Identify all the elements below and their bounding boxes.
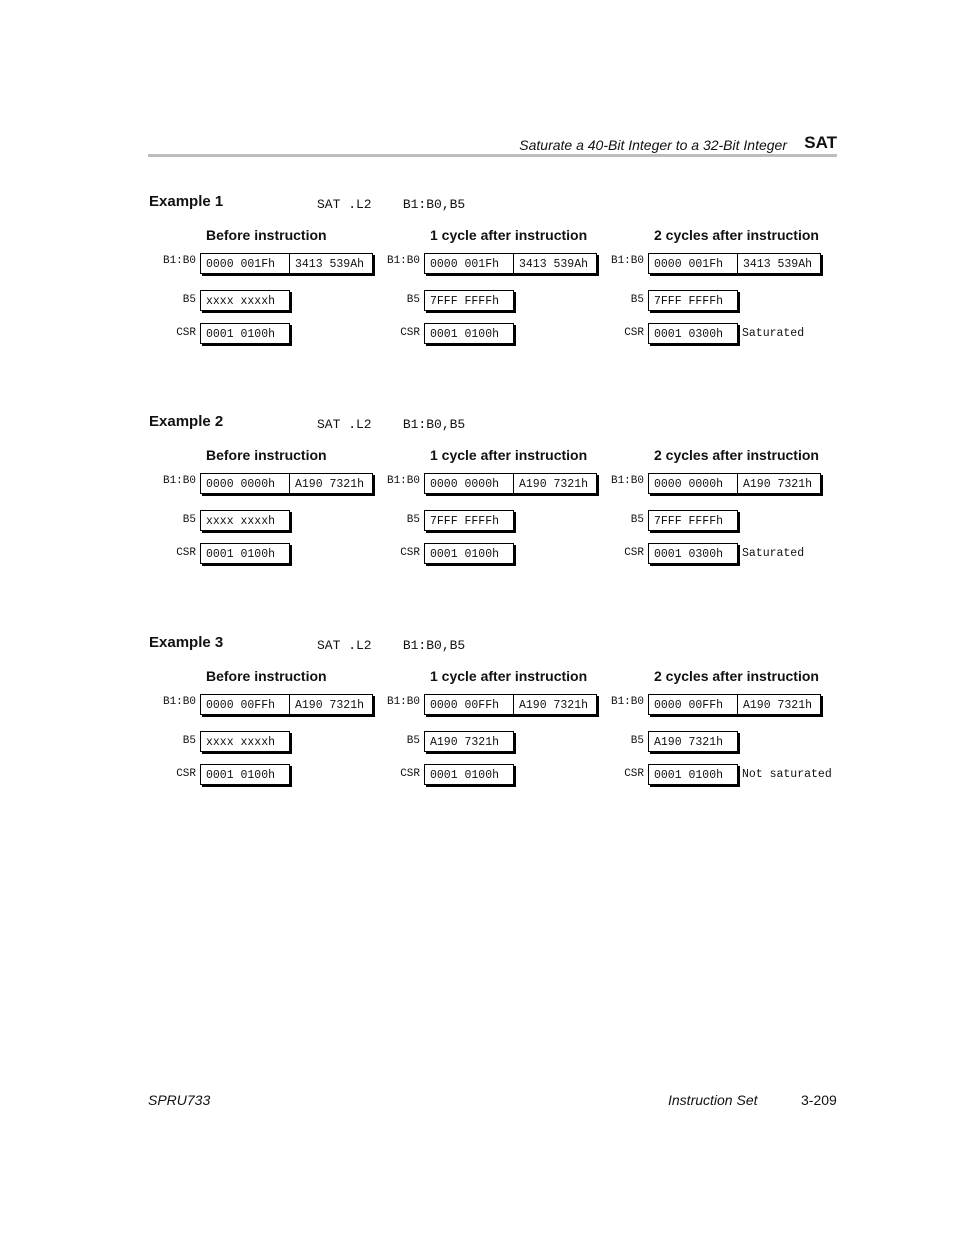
reg-label-pair: B1:B0 xyxy=(162,255,196,267)
reg-label-b5: B5 xyxy=(406,514,420,526)
csr-value: 0001 0300h xyxy=(648,323,738,344)
example-1 xyxy=(0,193,954,393)
reg-label-b5: B5 xyxy=(630,735,644,747)
reg-label-csr: CSR xyxy=(400,547,420,559)
reg-label-pair: B1:B0 xyxy=(610,255,644,267)
example-code: SAT .L2 B1:B0,B5 xyxy=(317,197,466,212)
csr-value: 0001 0100h xyxy=(424,543,514,564)
reg-label-csr: CSR xyxy=(176,547,196,559)
reg-label-b5: B5 xyxy=(182,735,196,747)
reg-b0-value: A190 7321h xyxy=(737,473,821,494)
reg-label-csr: CSR xyxy=(400,768,420,780)
csr-value: 0001 0100h xyxy=(424,323,514,344)
reg-b1-value: 0000 001Fh xyxy=(200,253,290,274)
csr-value: 0001 0100h xyxy=(200,323,290,344)
column-heading: 2 cycles after instruction xyxy=(654,668,819,684)
reg-label-b5: B5 xyxy=(406,735,420,747)
reg-b1-value: 0000 0000h xyxy=(200,473,290,494)
reg-b5-value: 7FFF FFFFh xyxy=(648,510,738,531)
example-label: Example 2 xyxy=(149,413,224,430)
column-heading: 1 cycle after instruction xyxy=(430,668,588,684)
reg-b1-value: 0000 00FFh xyxy=(648,694,738,715)
example-label: Example 3 xyxy=(149,634,224,651)
reg-b0-value: 3413 539Ah xyxy=(737,253,821,274)
header-mnemonic: SAT xyxy=(804,133,837,152)
reg-label-pair: B1:B0 xyxy=(162,475,196,487)
header-title: Saturate a 40-Bit Integer to a 32-Bit Integer xyxy=(519,137,787,153)
column-heading: Before instruction xyxy=(206,447,327,463)
reg-label-pair: B1:B0 xyxy=(386,255,420,267)
saturation-note: Saturated xyxy=(742,327,805,340)
csr-value: 0001 0100h xyxy=(424,764,514,785)
reg-b1-value: 0000 00FFh xyxy=(200,694,290,715)
reg-label-csr: CSR xyxy=(176,768,196,780)
state-panel-2 xyxy=(610,447,878,597)
example-label: Example 1 xyxy=(149,193,224,210)
csr-value: 0001 0100h xyxy=(200,543,290,564)
reg-label-pair: B1:B0 xyxy=(386,696,420,708)
example-code: SAT .L2 B1:B0,B5 xyxy=(317,417,466,432)
reg-b5-value: A190 7321h xyxy=(424,731,514,752)
reg-b0-value: A190 7321h xyxy=(513,694,597,715)
reg-label-csr: CSR xyxy=(176,327,196,339)
column-heading: Before instruction xyxy=(206,668,327,684)
reg-label-pair: B1:B0 xyxy=(610,475,644,487)
reg-label-pair: B1:B0 xyxy=(386,475,420,487)
column-heading: Before instruction xyxy=(206,227,327,243)
reg-b0-value: A190 7321h xyxy=(289,694,373,715)
reg-b5-value: xxxx xxxxh xyxy=(200,290,290,311)
column-heading: 1 cycle after instruction xyxy=(430,227,588,243)
column-heading: 2 cycles after instruction xyxy=(654,447,819,463)
saturation-note: Saturated xyxy=(742,547,805,560)
footer-section: Instruction Set xyxy=(668,1092,758,1108)
reg-label-csr: CSR xyxy=(624,768,644,780)
csr-value: 0001 0100h xyxy=(200,764,290,785)
reg-b5-value: 7FFF FFFFh xyxy=(424,290,514,311)
reg-label-b5: B5 xyxy=(182,294,196,306)
example-code: SAT .L2 B1:B0,B5 xyxy=(317,638,466,653)
reg-b1-value: 0000 00FFh xyxy=(424,694,514,715)
reg-b1-value: 0000 001Fh xyxy=(648,253,738,274)
header-rule xyxy=(148,154,837,157)
state-panel-2 xyxy=(610,668,878,818)
reg-b0-value: 3413 539Ah xyxy=(289,253,373,274)
reg-b5-value: 7FFF FFFFh xyxy=(648,290,738,311)
csr-value: 0001 0100h xyxy=(648,764,738,785)
reg-b5-value: A190 7321h xyxy=(648,731,738,752)
example-2 xyxy=(0,413,954,613)
footer-doc-id: SPRU733 xyxy=(148,1092,211,1108)
reg-label-b5: B5 xyxy=(406,294,420,306)
example-3 xyxy=(0,634,954,834)
reg-b5-value: 7FFF FFFFh xyxy=(424,510,514,531)
reg-label-csr: CSR xyxy=(624,327,644,339)
reg-label-csr: CSR xyxy=(624,547,644,559)
reg-b0-value: A190 7321h xyxy=(289,473,373,494)
reg-b1-value: 0000 0000h xyxy=(648,473,738,494)
column-heading: 1 cycle after instruction xyxy=(430,447,588,463)
state-panel-2 xyxy=(610,227,878,377)
reg-b1-value: 0000 0000h xyxy=(424,473,514,494)
reg-label-b5: B5 xyxy=(630,514,644,526)
reg-b1-value: 0000 001Fh xyxy=(424,253,514,274)
reg-label-pair: B1:B0 xyxy=(610,696,644,708)
reg-b5-value: xxxx xxxxh xyxy=(200,731,290,752)
reg-label-pair: B1:B0 xyxy=(162,696,196,708)
reg-b0-value: 3413 539Ah xyxy=(513,253,597,274)
reg-label-b5: B5 xyxy=(630,294,644,306)
csr-value: 0001 0300h xyxy=(648,543,738,564)
saturation-note: Not saturated xyxy=(742,768,832,781)
footer-page-number: 3-209 xyxy=(801,1092,837,1108)
reg-label-csr: CSR xyxy=(400,327,420,339)
reg-b5-value: xxxx xxxxh xyxy=(200,510,290,531)
reg-b0-value: A190 7321h xyxy=(737,694,821,715)
reg-b0-value: A190 7321h xyxy=(513,473,597,494)
column-heading: 2 cycles after instruction xyxy=(654,227,819,243)
reg-label-b5: B5 xyxy=(182,514,196,526)
